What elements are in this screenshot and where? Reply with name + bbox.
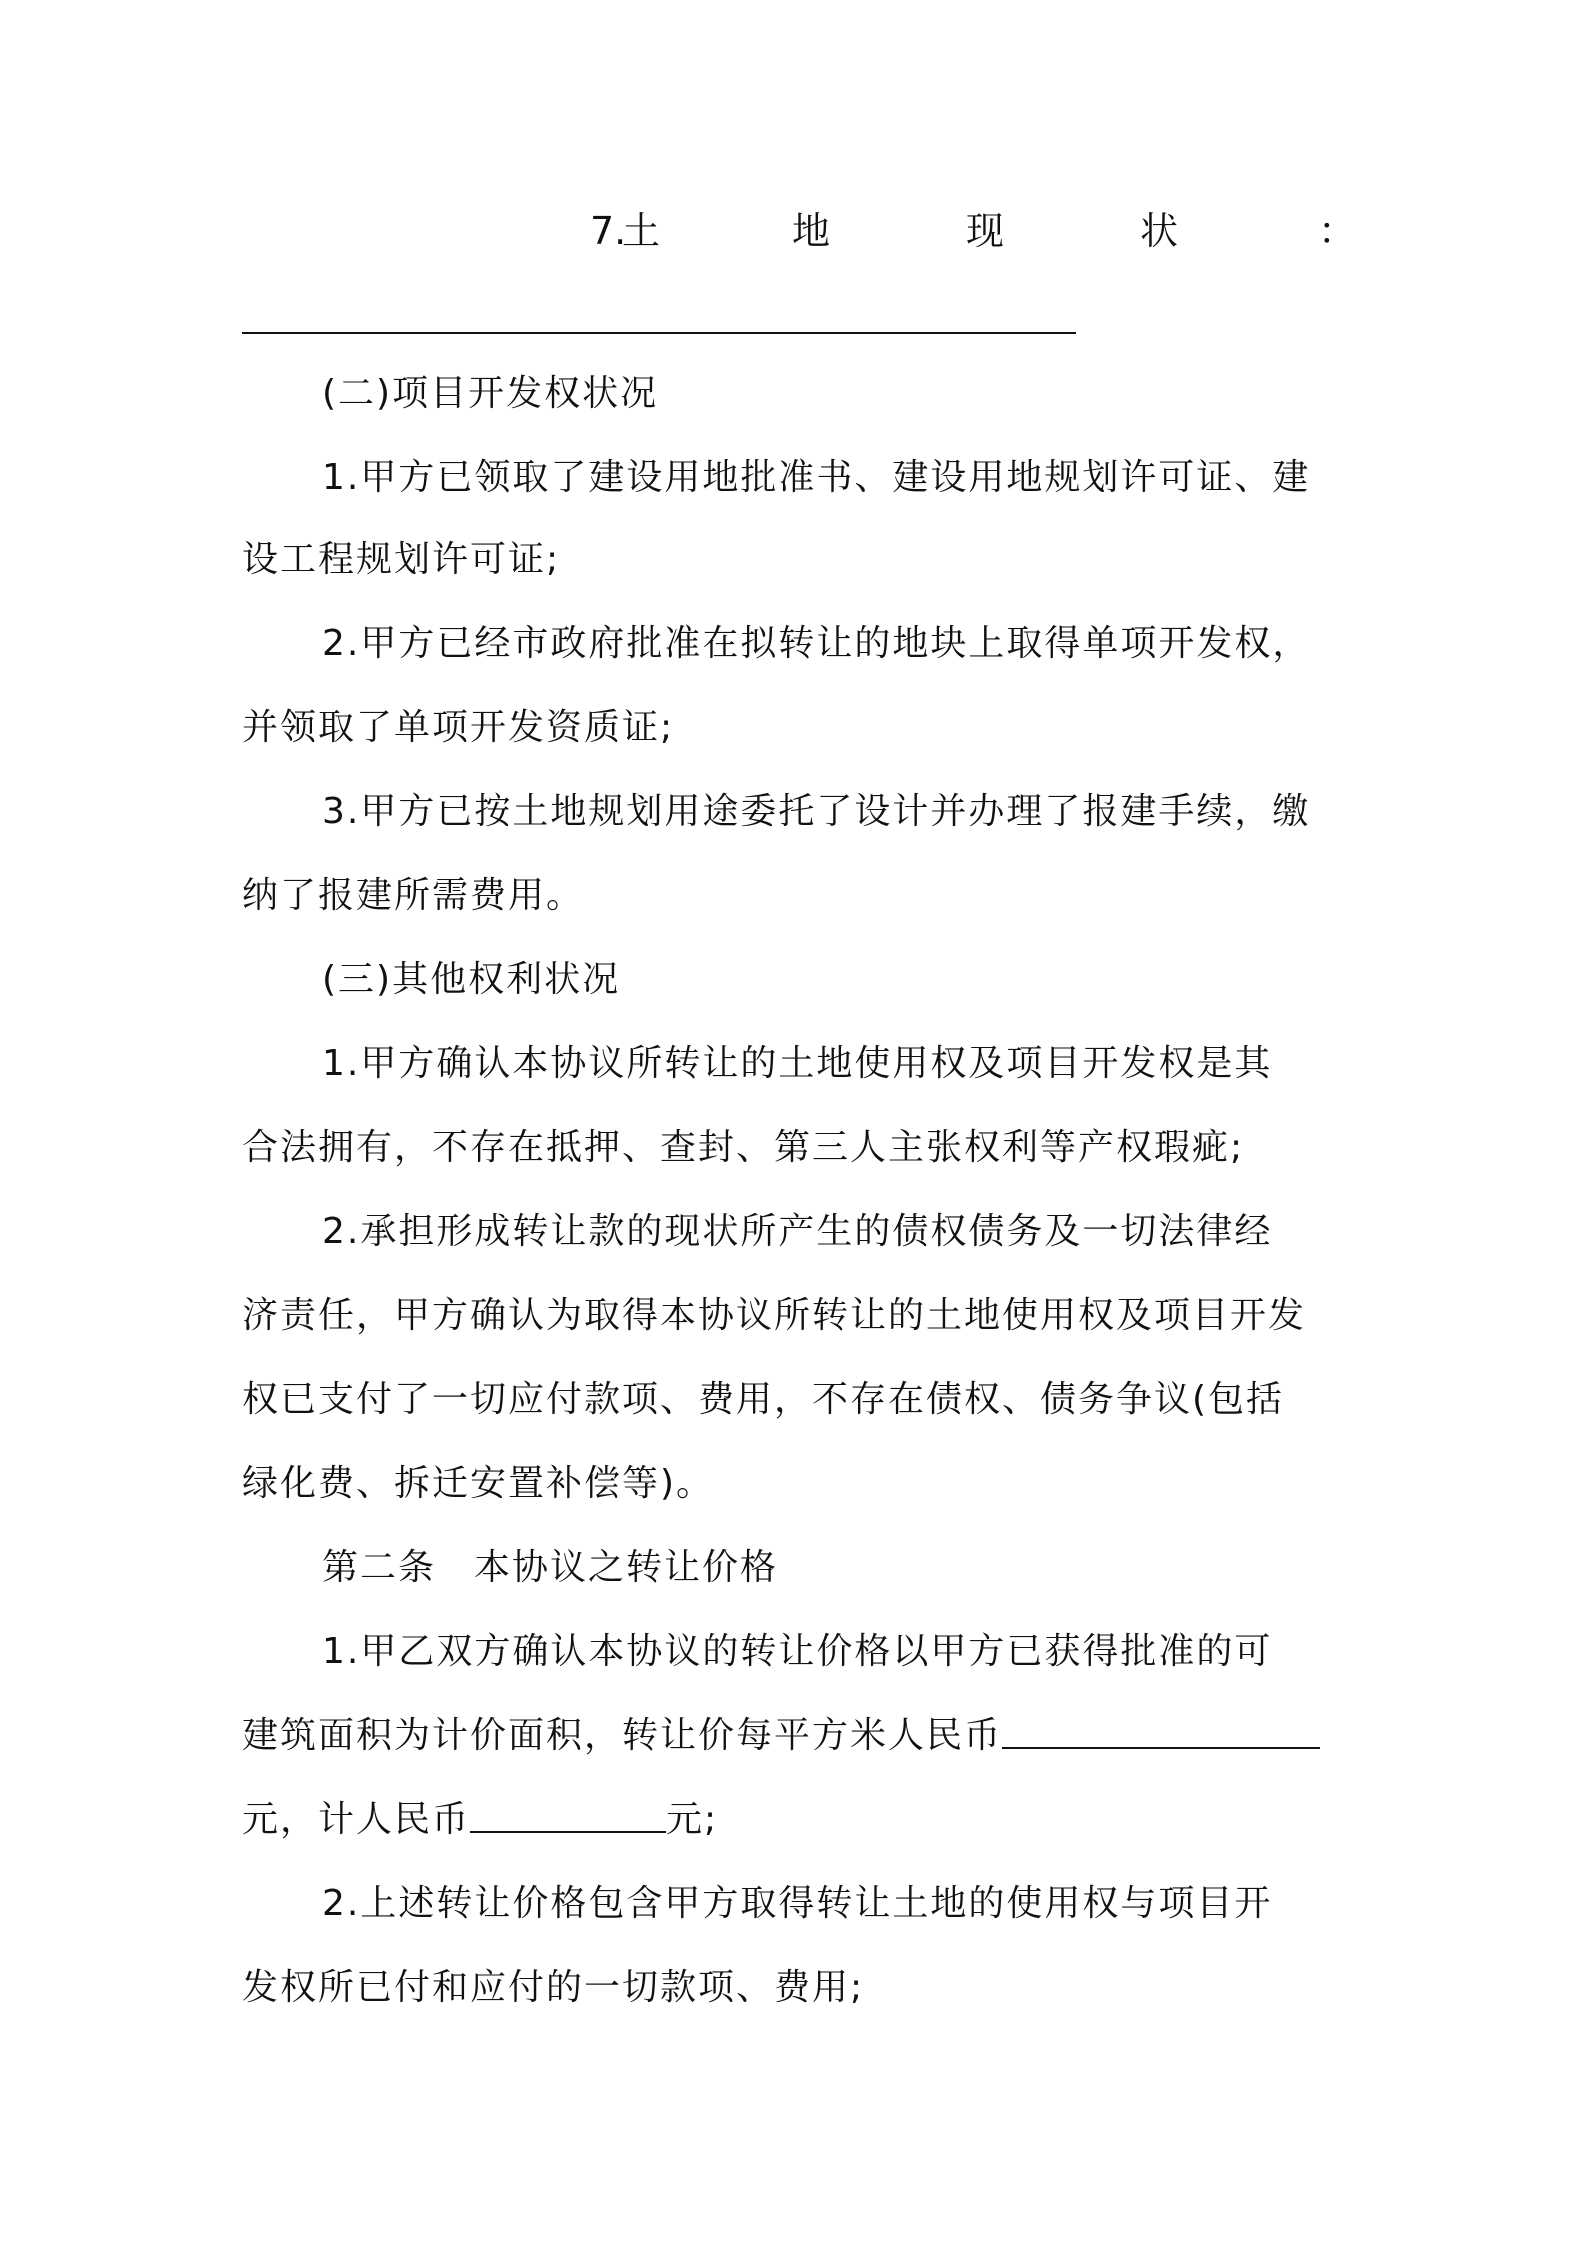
paragraph-line: 纳了报建所需费用。 xyxy=(242,875,585,916)
paragraph-line: 发权所已付和应付的一切款项、费用; xyxy=(242,1967,865,2008)
section-title-project-rights: (二)项目开发权状况 xyxy=(322,373,659,414)
paragraph-line: 合法拥有，不存在抵押、查封、第三人主张权利等产权瑕疵; xyxy=(242,1127,1245,1168)
section-title-other-rights: (三)其他权利状况 xyxy=(322,959,621,1000)
paragraph-line: 1.甲方已领取了建设用地批准书、建设用地规划许可证、建 xyxy=(322,457,1311,498)
paragraph-line: 2.上述转让价格包含甲方取得转让土地的使用权与项目开 xyxy=(322,1883,1273,1924)
land-status-heading xyxy=(590,206,1357,256)
heading-char-3: 现 xyxy=(966,209,1005,253)
paragraph-line: 1.甲方确认本协议所转让的土地使用权及项目开发权是其 xyxy=(322,1043,1273,1084)
paragraph-line: 3.甲方已按土地规划用途委托了设计并办理了报建手续，缴 xyxy=(322,791,1311,832)
total-price-prefix: 元，计人民币 xyxy=(242,1799,471,1840)
paragraph-line: 设工程规划许可证; xyxy=(242,539,561,580)
heading-colon: ： xyxy=(1318,209,1357,253)
paragraph-line: 绿化费、拆迁安置补偿等)。 xyxy=(242,1463,715,1504)
total-price-suffix: 元; xyxy=(666,1799,719,1840)
article-title-transfer-price: 第二条 本协议之转让价格 xyxy=(322,1547,779,1588)
paragraph-line: 济责任，甲方确认为取得本协议所转让的土地使用权及项目开发 xyxy=(242,1295,1307,1336)
heading-char-4: 状 xyxy=(1140,209,1179,253)
paragraph-line-with-blank xyxy=(242,1798,718,1842)
paragraph-line: 权已支付了一切应付款项、费用，不存在债权、债务争议(包括 xyxy=(242,1379,1285,1420)
fill-in-blank-line xyxy=(242,332,1076,334)
price-per-sqm-blank xyxy=(1002,1715,1320,1749)
heading-char-2: 地 xyxy=(792,209,831,253)
paragraph-line-with-blank xyxy=(242,1714,1320,1758)
paragraph-line: 2.甲方已经市政府批准在拟转让的地块上取得单项开发权， xyxy=(322,623,1311,664)
heading-number: 7. xyxy=(590,209,627,253)
paragraph-line: 1.甲乙双方确认本协议的转让价格以甲方已获得批准的可 xyxy=(322,1631,1273,1672)
paragraph-line: 并领取了单项开发资质证; xyxy=(242,707,675,748)
total-price-blank xyxy=(470,1799,666,1833)
price-per-sqm-text: 建筑面积为计价面积，转让价每平方米人民币 xyxy=(242,1715,1003,1756)
heading-char-1: 土 xyxy=(622,209,661,253)
paragraph-line: 2.承担形成转让款的现状所产生的债权债务及一切法律经 xyxy=(322,1211,1273,1252)
